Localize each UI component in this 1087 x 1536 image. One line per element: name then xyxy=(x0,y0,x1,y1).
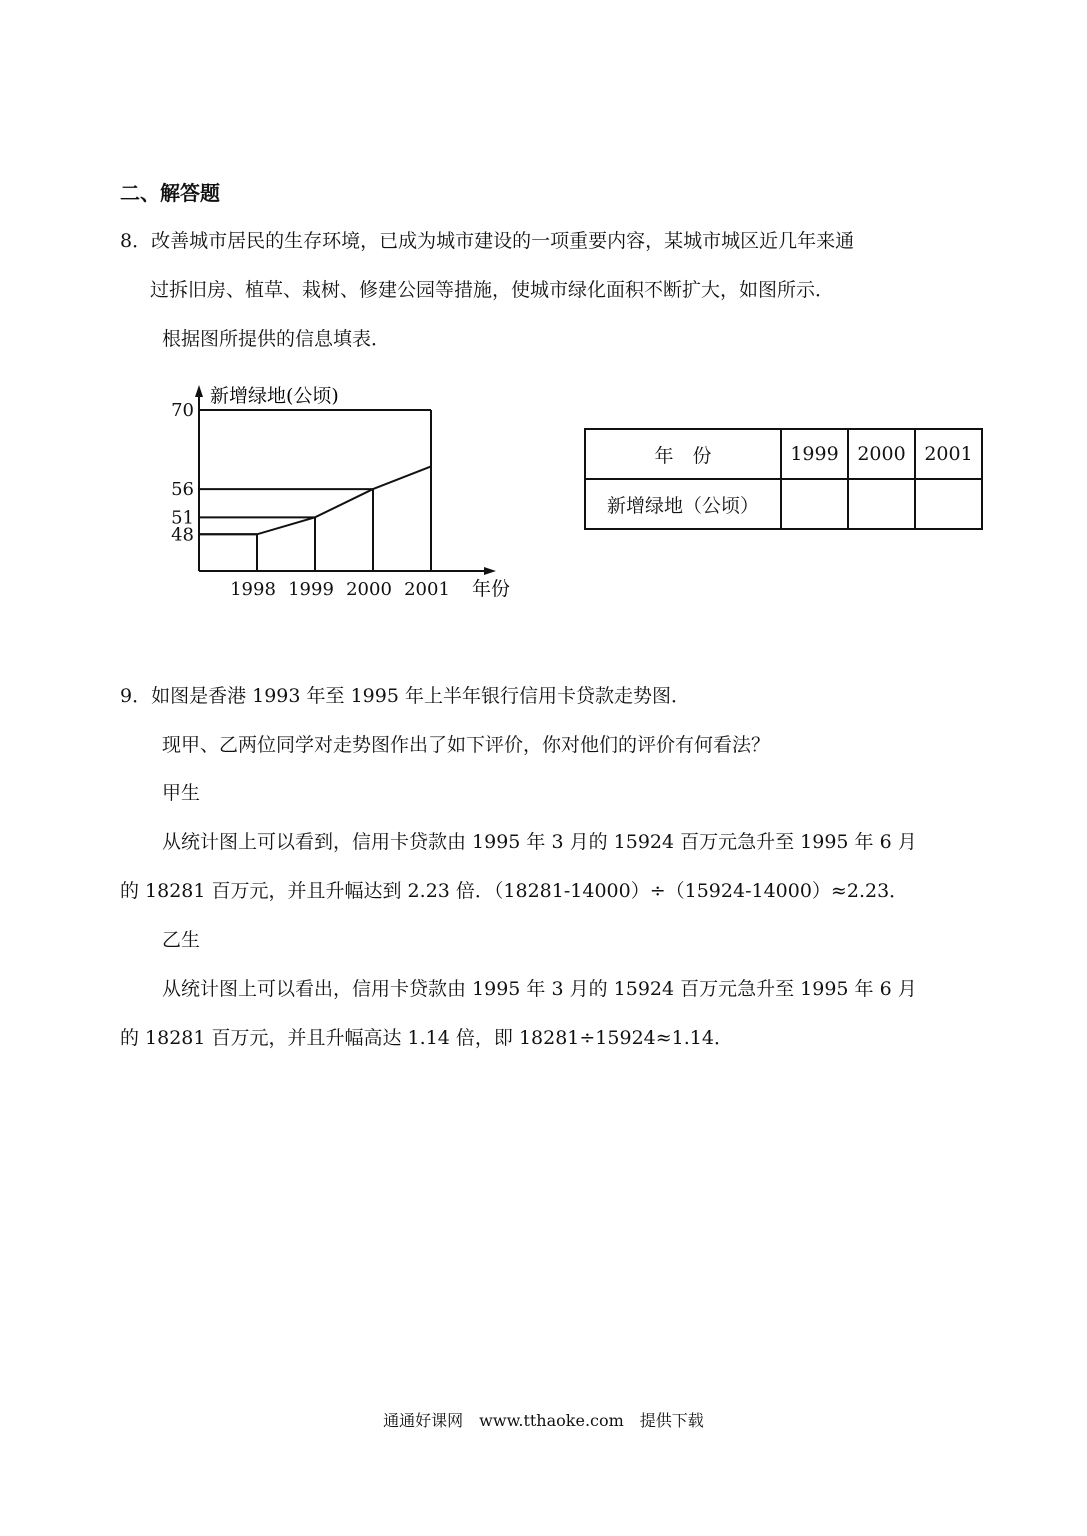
jia-label: 甲生 xyxy=(162,782,201,804)
year-cell-2000: 2000 xyxy=(848,429,915,479)
answer-cell-1999[interactable] xyxy=(781,479,848,529)
table-data-row xyxy=(585,479,982,529)
year-cell-1999: 1999 xyxy=(781,429,848,479)
q8-number: 8． xyxy=(120,230,152,252)
page-footer: 通通好课网 www.tthaoke.com 提供下载 xyxy=(383,1411,704,1430)
green-area-chart xyxy=(150,380,530,609)
chart-svg xyxy=(150,380,530,605)
x-tick-label-2000: 2000 xyxy=(346,579,392,600)
answer-cell-2000[interactable] xyxy=(848,479,915,529)
q8-line1 xyxy=(120,228,854,254)
row-label-cell: 新增绿地（公顷） xyxy=(585,479,781,529)
q8-text-line1: 改善城市居民的生存环境，已成为城市建设的一项重要内容，某城市城区近几年来通 xyxy=(151,230,855,252)
year-cell-2001: 2001 xyxy=(915,429,982,479)
q8-text-line2: 过拆旧房、植草、栽树、修建公园等措施，使城市绿化面积不断扩大，如图所示． xyxy=(150,279,835,301)
y-tick-label-48: 48 xyxy=(171,524,194,546)
x-tick-label-1998: 1998 xyxy=(230,579,276,600)
q9-number: 9． xyxy=(120,685,152,707)
q8-text-line3: 根据图所提供的信息填表． xyxy=(162,328,391,350)
y-tick-label-70: 70 xyxy=(171,400,194,421)
x-tick-label-1999: 1999 xyxy=(288,579,334,600)
yi-text-line2: 的 18281 百万元，并且升幅高达 1.14 倍，即 18281÷15924≈1.14． xyxy=(120,1027,733,1049)
yi-label: 乙生 xyxy=(162,929,201,951)
y-tick-label-56: 56 xyxy=(171,479,194,501)
x-axis-arrow xyxy=(484,567,496,575)
x-tick-label-2001: 2001 xyxy=(404,579,450,600)
q9-line1 xyxy=(120,683,690,709)
section-title: 二、解答题 xyxy=(120,181,220,205)
y-axis-arrow xyxy=(195,385,203,397)
year-header-cell: 年 份 xyxy=(585,429,781,479)
jia-text-line2: 的 18281 百万元，并且升幅达到 2.23 倍．（18281-14000）÷（15924-14000）≈2.23． xyxy=(120,880,909,902)
x-axis-label: 年份 xyxy=(472,578,511,600)
y-tick-label-51: 51 xyxy=(171,507,194,529)
yi-text-line1: 从统计图上可以看出，信用卡贷款由 1995 年 3 月的 15924 百万元急升至 1995 年 6 月 xyxy=(162,978,917,1000)
fill-in-table xyxy=(584,428,983,530)
q9-text-line1: 如图是香港 1993 年至 1995 年上半年银行信用卡贷款走势图． xyxy=(151,685,690,707)
jia-text-line1: 从统计图上可以看到，信用卡贷款由 1995 年 3 月的 15924 百万元急升至 1995 年 6 月 xyxy=(162,831,917,853)
y-axis-label: 新增绿地(公顷) xyxy=(210,385,339,407)
q9-text-line2: 现甲、乙两位同学对走势图作出了如下评价，你对他们的评价有何看法？ xyxy=(162,734,771,756)
table-header-row xyxy=(585,429,982,479)
answer-cell-2001[interactable] xyxy=(915,479,982,529)
